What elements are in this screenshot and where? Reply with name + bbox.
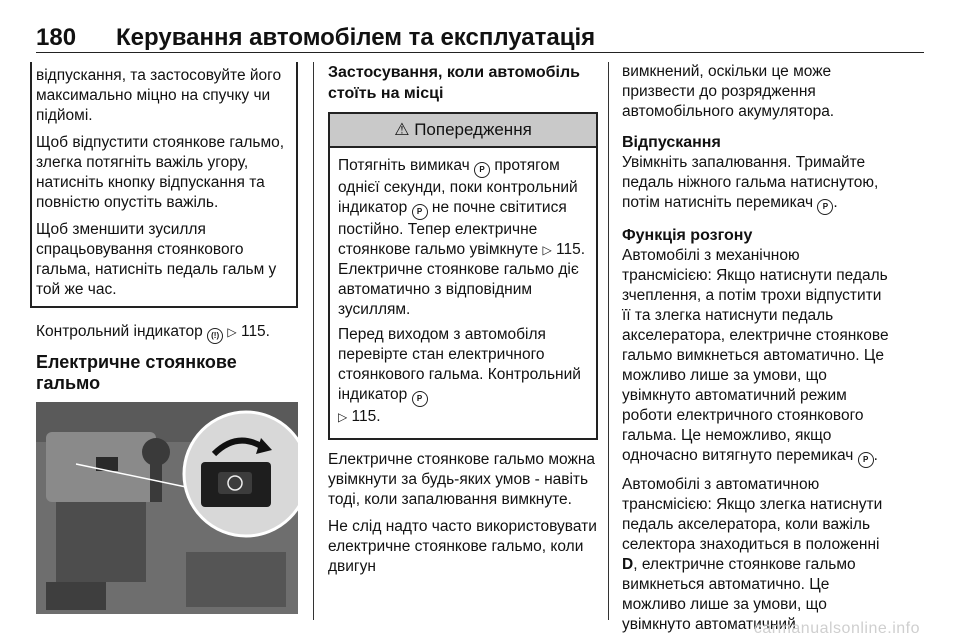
- paragraph: Автомобілі з механічною трансмісією: Якщо натиснути педаль зчеплення, а потім трохи відпустити її та злегка натиснути педаль акселератора, електричне стоянкове гальмо вимкнеться автоматично. Це можливо лише за умови, що увімкнуто автоматичний режим роботи електричного стоянкового гальма. Це неможливо, якщо одночасно витягнуто перемикач P .: [622, 246, 890, 468]
- column-divider: [313, 62, 314, 620]
- paragraph: Не слід надто часто використовувати електричне стоянкове гальмо, коли двигун: [328, 518, 597, 575]
- ref-arrow-icon: ▷: [338, 410, 348, 424]
- column-divider: [608, 62, 609, 620]
- continued-warning-box: [30, 62, 298, 308]
- warning-icon: ⚠: [394, 120, 410, 139]
- park-switch-icon: P: [817, 199, 833, 215]
- page-number: 180: [36, 24, 77, 51]
- column-3: [622, 62, 890, 642]
- paragraph: Електричне стоянкове гальмо можна увімкнути за будь-яких умов - навіть тоді, коли запалювання вимкнуте.: [328, 451, 595, 508]
- watermark: carmanualsonline.info: [753, 620, 920, 637]
- brake-indicator-icon: (!): [207, 328, 223, 344]
- section-heading: Застосування, коли автомобіль стоїть на місці: [328, 64, 580, 102]
- paragraph: Щоб зменшити зусилля спрацьовування стоянкового гальма, натисніть педаль гальм у той же час.: [36, 221, 277, 298]
- section-heading: Електричне стоянкове гальмо: [36, 352, 237, 393]
- warning-body: [330, 148, 596, 438]
- ref-arrow-icon: ▷: [227, 325, 237, 339]
- paragraph: відпускання, та застосовуйте його максимально міцно на спучку чи підйомі.: [36, 67, 282, 124]
- park-switch-icon: P: [474, 162, 490, 178]
- indicator-reference: Контрольний індикатор (!) ▷ 115.: [36, 322, 298, 344]
- paragraph: вимкнений, оскільки це може призвести до розрядження автомобільного акумулятора.: [622, 63, 835, 120]
- paragraph: Потягніть вимикач P протягом однієї секунди, поки контрольний індикатор P не почне світитися постійно. Тепер електричне стоянкове гальмо увімкнуте ▷ 115. Електричне стоянкове гальмо діє автоматично з відповідним зусиллям.: [338, 157, 586, 318]
- warning-box: [328, 112, 598, 440]
- header-rule: [36, 52, 924, 53]
- subheading-drive-away: Функція розгону: [622, 227, 753, 244]
- warning-header: ⚠ Попередження: [330, 114, 596, 148]
- chapter-title: Керування автомобілем та експлуатація: [116, 24, 596, 51]
- page-header: [36, 10, 924, 52]
- parking-brake-illustration: [36, 402, 298, 614]
- park-indicator-icon: P: [412, 391, 428, 407]
- paragraph: Автомобілі з автоматичною трансмісією: Якщо злегка натиснути педаль акселератора, коли важіль селектора знаходиться в положенні D, електричне стоянкове гальмо вимкнеться автоматично. Це можливо лише за умови, що увімкнуто автоматичний: [622, 476, 883, 633]
- park-switch-icon: P: [858, 452, 874, 468]
- paragraph: Перед виходом з автомобіля перевірте стан електричного стоянкового гальма. Контрольний індикатор P ▷ 115.: [338, 326, 581, 425]
- park-indicator-icon: P: [412, 204, 428, 220]
- subheading-release: Відпускання: [622, 134, 721, 151]
- column-1: [36, 62, 298, 614]
- column-2: [328, 62, 598, 584]
- paragraph: Увімкніть запалювання. Тримайте педаль ніжного гальма натиснутою, потім натисніть перемикач P .: [622, 153, 890, 215]
- paragraph: Щоб відпустити стоянкове гальмо, злегка потягніть важіль угору, натисніть кнопку відпускання та повністю опустіть важіль.: [36, 134, 285, 211]
- ref-arrow-icon: ▷: [542, 243, 552, 257]
